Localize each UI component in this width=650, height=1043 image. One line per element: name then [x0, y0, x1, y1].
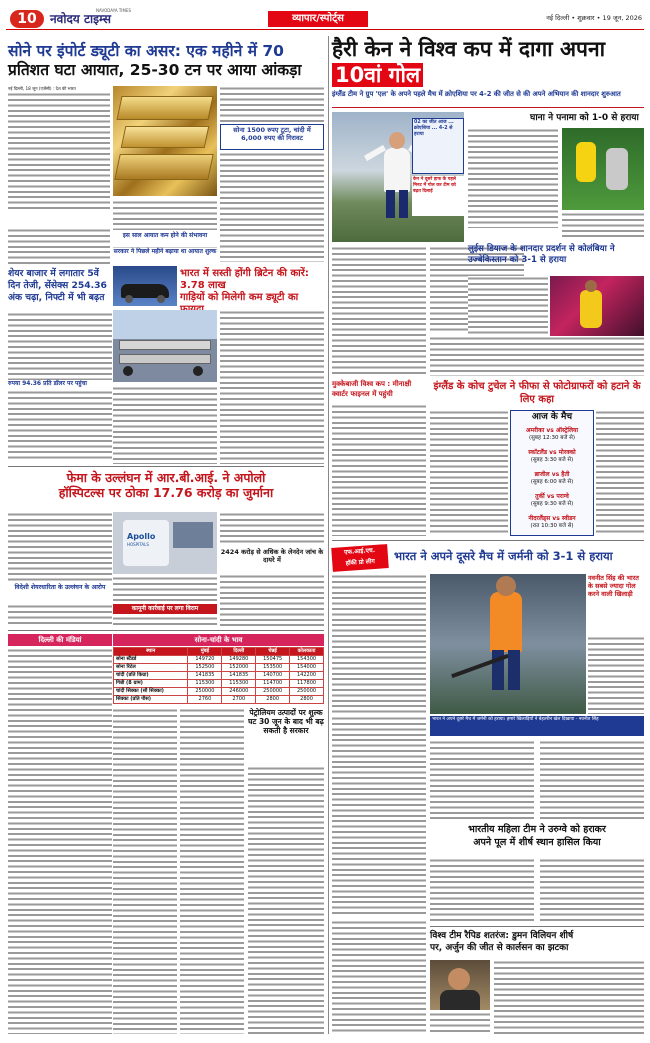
fixture-teams: तुर्की vs पराग्वे	[535, 493, 569, 500]
gold-subhead-2: सरकार ने पिछले महीने बढ़ाया था आयात शुल्क	[113, 248, 217, 255]
today-matches-title: आज के मैच	[531, 412, 573, 422]
kane-callout: 02 का जीत आज ... क्रोएशिया ... 4-2 से हराया	[414, 120, 454, 137]
gold-headline-line1: सोने पर इंपोर्ट ड्यूटी का असर: एक महीने में 70	[8, 42, 284, 60]
mandi-title: दिल्ली की मंडियां	[38, 636, 82, 644]
women-headline-line1: भारतीय महिला टीम ने उरुग्वे को हराकर	[468, 824, 606, 835]
tuchel-headline: इंग्लैंड के कोच टुचेल ने फीफा से फोटोग्राफरों को हटाने के लिए कहा	[433, 381, 641, 405]
market-sub-wrap	[8, 380, 112, 389]
cars-body-1	[113, 386, 217, 464]
bullion-cell: 154000	[290, 664, 324, 672]
petrol-body	[248, 766, 324, 1034]
bullion-row	[114, 672, 324, 680]
gold-bars-photo	[113, 86, 217, 196]
hockey-player-photo	[430, 574, 586, 714]
hockey-badge-line2: हॉकी प्रो लीग	[345, 557, 376, 567]
fema-sub2-wrap	[113, 604, 217, 614]
ghana-photo	[562, 128, 644, 210]
bullion-cell: 250000	[290, 688, 324, 696]
gold-quote-box	[220, 124, 324, 150]
bullion-cell: 2800	[256, 696, 290, 704]
fixture-teams: स्कॉटलैंड vs मोरक्को	[528, 449, 576, 456]
bullion-cell: चांदी (प्रति किग्रा)	[114, 672, 188, 680]
bullion-cell: 117800	[290, 680, 324, 688]
kane-deck: इंग्लैंड टीम ने ग्रुप 'एल' के अपने पहले मैच में क्रोएशिया पर 4-2 की जीत से की अपने अभियान की शानदार शुरुआत	[332, 90, 621, 98]
hockey-pullquote-wrap	[588, 574, 644, 634]
bullion-row	[114, 688, 324, 696]
fixture-teams: नीदरलैंड्स vs स्वीडन	[528, 515, 576, 522]
bullion-col-header: चेन्नई	[256, 648, 290, 656]
ghana-caption	[562, 212, 644, 240]
gold-quote: सोना 1500 रुपए टूटा, चांदी में 6,000 रुपए की गिरावट	[233, 126, 311, 142]
hockey-body-1	[332, 574, 426, 714]
rupee-subhead: रुपया 94.36 प्रति डॉलर पर पहुंचा	[8, 380, 87, 387]
fema-sub1-wrap	[8, 584, 112, 602]
women-headline-line2: अपने पूल में शीर्ष स्थान हासिल किया	[473, 836, 601, 848]
fixture-2	[511, 449, 593, 464]
fixture-time: (सुबह 3:30 बजे से)	[530, 457, 574, 463]
brand-logo: नवोदय टाइम्स	[50, 12, 112, 26]
kane-deck-wrap	[332, 90, 644, 108]
bullion-cell: सिक्का (प्रति पीस)	[114, 696, 188, 704]
gold-sub1-wrap	[113, 232, 217, 246]
masthead-rule	[6, 29, 644, 30]
kane-headline	[332, 36, 644, 87]
cars-photo	[113, 266, 177, 306]
bullion-cell: 2700	[222, 696, 256, 704]
tuchel-body-2	[596, 410, 644, 536]
gold-body-col1	[8, 86, 110, 226]
kane-callout2: केन ने दूसरे हाफ के पहले मिनट में गोल कर टीम को बढ़त दिलाई	[413, 177, 456, 194]
gold-lead: नई दिल्ली, 18 जून (एजेंसी) : देश की भारत	[8, 86, 76, 91]
bullion-cell: 2760	[188, 696, 222, 704]
fema-body-1	[8, 512, 112, 582]
fema-body-2	[8, 604, 112, 626]
bullion-cell: 152000	[222, 664, 256, 672]
fixture-teams: अमरीका vs ऑस्ट्रेलिया	[525, 427, 579, 434]
fema-body-5	[220, 512, 324, 546]
gold-sub2-wrap	[113, 248, 217, 264]
kane-callout2-box	[412, 176, 464, 216]
dateline: नई दिल्ली • शुक्रवार • 19 जून, 2026	[546, 14, 642, 22]
hockey-badge-line1: एफ.आई.एच.	[343, 546, 376, 557]
bullion-cell: 250000	[188, 688, 222, 696]
bullion-row	[114, 680, 324, 688]
fixture-3	[511, 471, 593, 486]
boxing-body	[332, 404, 426, 536]
bullion-row	[114, 664, 324, 672]
chess-body	[494, 960, 644, 1034]
bullion-cell: 250000	[256, 688, 290, 696]
bullion-table	[113, 647, 324, 704]
fema-headline	[8, 470, 324, 510]
bullion-title-bar	[113, 634, 324, 646]
fema-body-6	[220, 574, 324, 626]
page-number: 10	[10, 10, 44, 28]
colombia-headline: लुईस डियाज के शानदार प्रदर्शन से कोलंबिया ने उज्बेकिस्तान को 3-1 से हराया	[468, 244, 615, 265]
gold-body-col4	[220, 152, 324, 262]
bullion-cell: 141835	[222, 672, 256, 680]
mandi-list	[8, 648, 112, 1034]
fema-headline-line2: हॉस्पिटल्स पर ठोका 17.76 करोड़ का जुर्माना	[58, 485, 274, 500]
bullion-cell: 154300	[290, 656, 324, 664]
bullion-cell: 2800	[290, 696, 324, 704]
fixture-4	[511, 493, 593, 508]
fema-headline-line1: फेमा के उल्लंघन में आर.बी.आई. ने अपोलो	[66, 470, 266, 485]
ghana-headline-wrap	[530, 112, 644, 126]
colombia-headline-wrap	[468, 244, 644, 274]
gold-body-col6	[8, 228, 110, 264]
bullion-cell: 149280	[222, 656, 256, 664]
cars-headline-line1: भारत में सस्ती होंगी ब्रिटेन की कारें: 3.78 लाख	[180, 268, 309, 291]
colombia-photo	[550, 276, 644, 340]
women-body-1	[430, 858, 534, 924]
bullion-cell: 141835	[188, 672, 222, 680]
bullion-col-header: कोलकाता	[290, 648, 324, 656]
boxing-headline-wrap	[332, 380, 426, 402]
gold-body-col2	[113, 200, 217, 230]
bullion-col-header: मुंबई	[188, 648, 222, 656]
section-label: व्यापार/स्पोर्ट्स	[268, 11, 368, 27]
bullion-cell: 149720	[188, 656, 222, 664]
cars-body-2	[220, 310, 324, 464]
gold-subhead-1: इस साल आयात कम होने की संभावना	[122, 232, 208, 239]
separator	[430, 926, 644, 927]
women-headline-wrap	[430, 824, 644, 854]
hockey-body-4	[430, 740, 534, 820]
chess-headline-wrap	[430, 930, 644, 958]
hockey-pullquote: नवनीत सिंह की भारत के सबसे ज्यादा गोल करने वाली खिलाड़ी	[588, 574, 639, 599]
bullion-cell: 153500	[256, 664, 290, 672]
bullion-header-row	[114, 648, 324, 656]
market-body-2	[8, 390, 112, 462]
bullion-cell: 152500	[188, 664, 222, 672]
hockey-body-3	[332, 716, 426, 916]
apollo-logo-tag: HOSPITALS	[127, 542, 149, 547]
bullion-cell: चांदी सिक्का (सौ सिक्का)	[114, 688, 188, 696]
fema-body-4	[113, 616, 217, 626]
car-carrier-photo	[113, 310, 217, 382]
gold-headline-line2: प्रतिशत घटा आयात, 25-30 टन पर आया आंकड़ा	[8, 61, 302, 79]
fema-subhead-3: 2424 करोड़ से अधिक के लेनदेन जांच के दायरे में	[220, 548, 324, 564]
chess-headline-line1: विश्व टीम रैपिड शतरंज: डुमन विलियन शीर्ष	[430, 931, 574, 941]
market-headline-text: शेयर बाजार में लगातार 5वें दिन तेजी, सेंसेक्स 254.36 अंक चढ़ा, निफ्टी में भी बढ़त	[8, 268, 107, 303]
colombia-body-2	[430, 336, 644, 376]
bullion-title: सोना-चांदी के भाव	[194, 636, 243, 644]
bullion-cell: 115300	[188, 680, 222, 688]
chess-photo	[430, 960, 490, 1010]
fema-subhead-2: कानूनी कार्रवाई पर लगा विराम	[131, 605, 199, 612]
boxing-headline: मुक्केबाजी विश्व कप : मीनाक्षी क्वार्टर फाइनल में पहुंची	[332, 380, 412, 398]
kane-body-1	[332, 246, 426, 376]
apollo-logo: Apollo	[127, 532, 156, 541]
colombia-body-1	[468, 276, 548, 336]
women-body-2	[540, 858, 644, 924]
hockey-caption-bar	[430, 716, 644, 736]
hockey-caption: भारत ने अपने दूसरे मैच में जर्मनी को हराया। हमारे खिलाड़ियों ने बेहतरीन खेल दिखाया - नवनीत सिंह	[432, 717, 599, 722]
kane-headline-main: हैरी केन ने विश्व कप में दागा अपना	[332, 37, 606, 61]
ghana-body	[468, 128, 558, 228]
column-divider	[328, 36, 329, 1034]
bullion-cell: 142200	[290, 672, 324, 680]
fema-body-3	[113, 576, 217, 602]
fixture-5	[511, 515, 593, 530]
tuchel-headline-wrap	[430, 380, 644, 408]
market-list-2	[180, 708, 244, 1034]
bullion-cell: 115300	[222, 680, 256, 688]
separator	[332, 540, 644, 541]
bullion-row	[114, 696, 324, 704]
hockey-headline: भारत ने अपने दूसरे मैच में जर्मनी को 3-1 से हराया	[394, 549, 613, 563]
bullion-cell: 114700	[256, 680, 290, 688]
hockey-body-6	[332, 920, 426, 1034]
hockey-headline-wrap	[394, 548, 644, 568]
bullion-col-header: स्थान	[114, 648, 188, 656]
separator	[8, 466, 324, 467]
today-matches-box	[510, 410, 594, 536]
apollo-photo	[113, 512, 217, 574]
gold-headline	[8, 42, 324, 82]
fixture-teams: ब्राजील vs हैती	[534, 471, 570, 478]
chess-headline-line2: पर, अर्जुन की जीत से कार्लसन का झटका	[430, 943, 569, 953]
chess-caption	[430, 1012, 490, 1034]
cars-headline	[180, 268, 324, 304]
bullion-cell: 150475	[256, 656, 290, 664]
hockey-body-5	[540, 740, 644, 820]
bullion-col-header: दिल्ली	[222, 648, 256, 656]
tuchel-body-1	[430, 410, 508, 536]
bullion-cell: 140700	[256, 672, 290, 680]
fixture-time: (सुबह 9:30 बजे से)	[530, 501, 574, 507]
bullion-cell: सोना स्टैंडर्ड	[114, 656, 188, 664]
separator	[8, 630, 324, 631]
fema-subhead-1: विदेशी शेयरधारिता के उल्लंघन के आरोप	[14, 584, 106, 591]
brand-subtitle: NAVODAYA TIMES	[96, 8, 132, 13]
ghana-headline: घाना ने पनामा को 1-0 से हराया	[530, 113, 639, 123]
fixture-time: (सुबह 6:00 बजे से)	[530, 479, 574, 485]
market-body	[8, 312, 112, 380]
bullion-cell: सोना रिटेल	[114, 664, 188, 672]
fixture-1	[511, 427, 593, 442]
kane-callout-box	[412, 118, 464, 174]
market-headline	[8, 268, 112, 308]
gold-body-col3	[220, 86, 324, 124]
fixture-time: (सुबह 12:30 बजे से)	[528, 435, 576, 441]
bullion-cell: गिन्नी (8 ग्राम)	[114, 680, 188, 688]
petrol-headline-wrap	[248, 708, 324, 764]
hockey-body-2	[588, 636, 644, 714]
mandi-title-bar	[8, 634, 112, 646]
fixture-time: (रात 10:30 बजे से)	[530, 523, 574, 529]
masthead	[6, 8, 644, 30]
hockey-badge	[331, 544, 389, 572]
petrol-headline: पेट्रोलियम उत्पादों पर शुल्क घट 30 जून के बाद भी बढ़ सकती है सरकार	[248, 708, 324, 736]
cars-headline-line2: गाड़ियों को मिलेगी कम ड्यूटी का	[180, 292, 299, 303]
fema-sub3-wrap	[220, 548, 324, 572]
kane-headline-highlight: 10वां गोल	[332, 63, 423, 87]
market-list-1	[113, 708, 177, 1034]
bullion-cell: 246000	[222, 688, 256, 696]
bullion-row	[114, 656, 324, 664]
